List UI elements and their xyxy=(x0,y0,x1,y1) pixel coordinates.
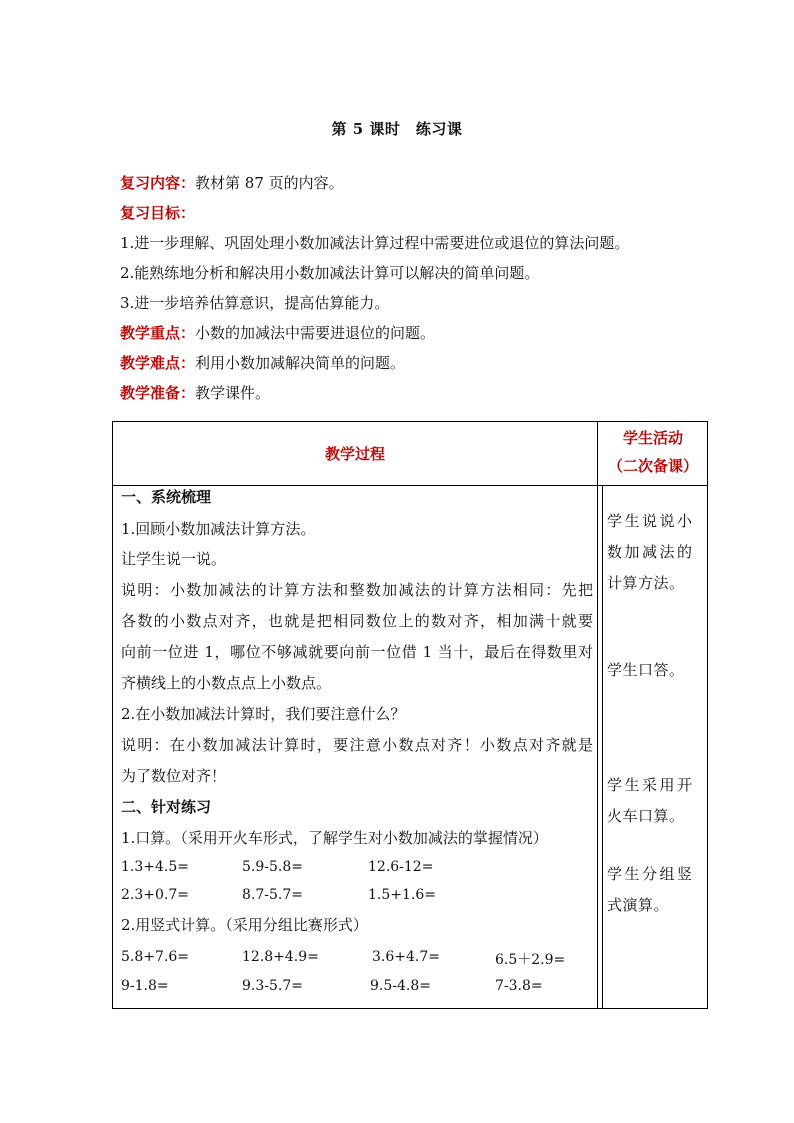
s1-item2: 2.在小数加减法计算时，我们要注意什么？ xyxy=(121,705,406,723)
s1-item2-explain-line: 为了数位对齐！ xyxy=(121,767,227,785)
s1-item1: 1.回顾小数加减法计算方法。 xyxy=(121,520,316,538)
s1-explain-line: 说明：小数加减法的计算方法和整数加减法的计算方法相同：先把 xyxy=(121,581,593,599)
review-content-line xyxy=(120,168,720,198)
preparation-text: 教学课件。 xyxy=(195,384,271,402)
oral-calc: 1.5+1.6= xyxy=(368,887,436,903)
student-activity-line: 学生采用开 xyxy=(607,776,695,794)
vertical-calc: 9-1.8= xyxy=(121,978,169,994)
student-activity-line: 数加减法的 xyxy=(607,543,695,561)
preparation-line xyxy=(120,378,720,408)
goal-item: 3.进一步培养估算意识，提高估算能力。 xyxy=(120,294,390,312)
goal-item: 2.能熟练地分析和解决用小数加减法计算可以解决的简单问题。 xyxy=(120,264,540,282)
key-point-label: 教学重点： xyxy=(120,324,196,342)
student-activity-line: 火车口算。 xyxy=(607,807,685,825)
oral-calc: 2.3+0.7= xyxy=(121,887,189,903)
vertical-calc: 3.6+4.7= xyxy=(372,949,440,965)
header-teaching-process: 教学过程 xyxy=(324,445,385,463)
vertical-calc: 6.5＋2.9= xyxy=(495,952,566,968)
header-student-activity xyxy=(598,422,708,487)
s1-explain-line: 各数的小数点对齐，也就是把相同数位上的数对齐，相加满十就要 xyxy=(121,612,593,630)
vertical-calc: 12.8+4.9= xyxy=(242,949,319,965)
s1-explain-line: 齐横线上的小数点点上小数点。 xyxy=(121,674,332,692)
vertical-calc: 9.3-5.7= xyxy=(242,978,303,994)
section2-heading: 二、针对练习 xyxy=(121,798,212,816)
student-activity-line: 学生分组竖 xyxy=(607,865,695,883)
review-content-label: 复习内容： xyxy=(120,174,196,192)
review-content-text: 教材第 87 页的内容。 xyxy=(195,174,344,192)
header-student-activity-line1: 学生活动 xyxy=(622,429,683,447)
vertical-calc: 5.8+7.6= xyxy=(121,949,189,965)
page-title: 第 5 课时 练习课 xyxy=(331,120,463,138)
s1-item1-sub: 让学生说一说。 xyxy=(121,550,227,568)
student-activity-line: 式演算。 xyxy=(607,896,670,914)
section1-heading: 一、系统梳理 xyxy=(121,488,212,506)
difficulty-label: 教学难点： xyxy=(120,354,196,372)
s1-explain-line: 向前一位进 1，哪位不够减就要向前一位借 1 当十，最后在得数里对 xyxy=(121,643,593,661)
vertical-calc: 9.5-4.8= xyxy=(370,978,431,994)
oral-calc: 8.7-5.7= xyxy=(242,887,303,903)
review-goals-label: 复习目标： xyxy=(120,204,196,222)
meta-section xyxy=(120,168,720,408)
key-point-line xyxy=(120,318,720,348)
lesson-table xyxy=(112,421,708,1009)
preparation-label: 教学准备： xyxy=(120,384,196,402)
key-point-text: 小数的加减法中需要进退位的问题。 xyxy=(195,324,436,342)
oral-calc: 1.3+4.5= xyxy=(121,859,189,875)
oral-calc: 5.9-5.8= xyxy=(242,859,303,875)
header-student-activity-line2: （二次备课） xyxy=(607,457,698,475)
student-activity-line: 计算方法。 xyxy=(607,574,685,592)
oral-calc: 12.6-12= xyxy=(368,859,434,875)
student-activity-line: 学生口答。 xyxy=(607,661,685,679)
column-divider-inner xyxy=(602,486,603,1008)
review-goals-line xyxy=(120,198,720,228)
difficulty-text: 利用小数加减解决简单的问题。 xyxy=(195,354,406,372)
vertical-calc: 7-3.8= xyxy=(495,978,543,994)
s2-item2: 2.用竖式计算。（采用分组比赛形式） xyxy=(121,916,368,934)
difficulty-line xyxy=(120,348,720,378)
student-activity-line: 学生说说小 xyxy=(607,512,695,530)
s1-item2-explain-line: 说明：在小数加减法计算时，要注意小数点对齐！小数点对齐就是 xyxy=(121,736,593,754)
s2-item1: 1.口算。（采用开火车形式，了解学生对小数加减法的掌握情况） xyxy=(121,829,548,847)
column-divider xyxy=(597,422,598,1008)
goal-item: 1.进一步理解、巩固处理小数加减法计算过程中需要进位或退位的算法问题。 xyxy=(120,234,630,252)
